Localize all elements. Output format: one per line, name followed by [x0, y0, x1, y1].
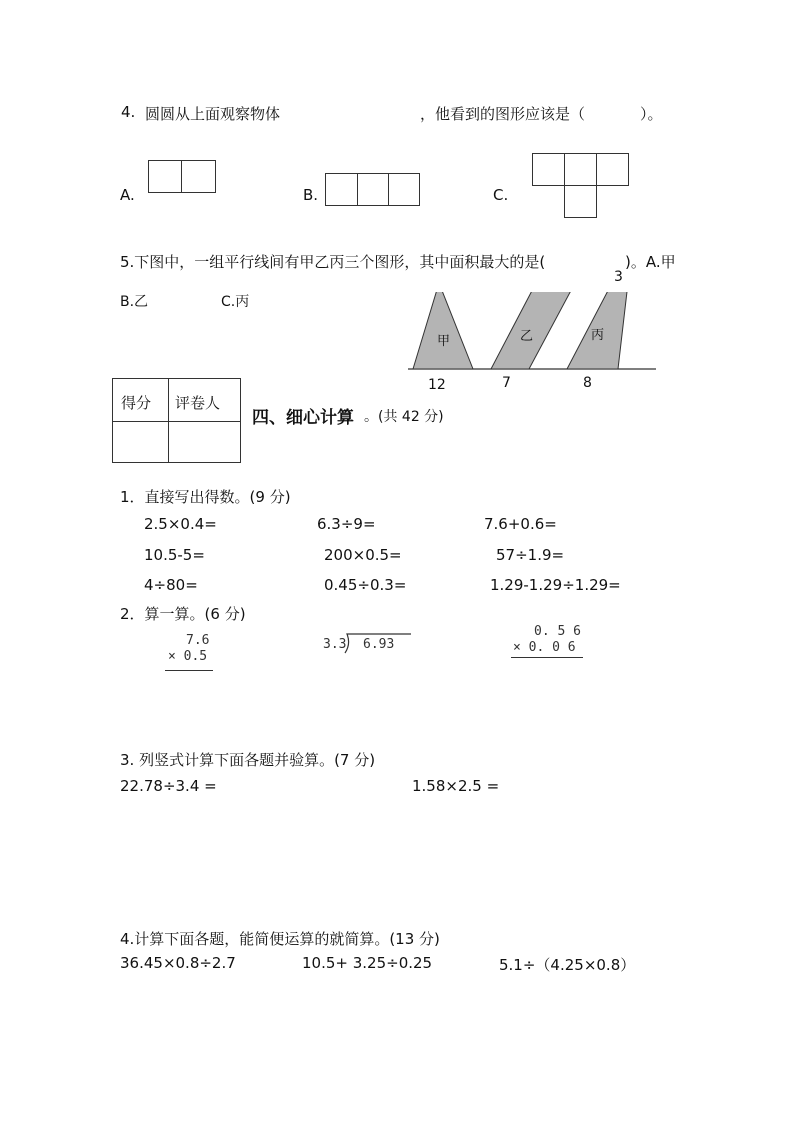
mult1-top: 7.6 [186, 633, 210, 648]
p1-item-2: 6.3÷9= [317, 515, 376, 533]
label-jia: 甲 [437, 334, 451, 349]
section-title: 四、细心计算 [252, 408, 354, 428]
p1-item-9: 1.29-1.29÷1.29= [490, 576, 621, 594]
mult2-bottom: × 0. 0 6 [513, 640, 576, 655]
p1-title: 1．直接写出得数。(9 分) [120, 488, 291, 506]
q5-text-close: )。A.甲 [625, 253, 676, 271]
section-points: 。(共 42 分) [364, 409, 444, 425]
p2-title: 2．算一算。(6 分) [120, 605, 246, 623]
mult2-top: 0. 5 6 [534, 624, 581, 639]
label-bottom-8: 8 [583, 375, 592, 391]
q4-text-after: ，他看到的图形应该是（ [420, 105, 586, 123]
p1-item-3: 7.6+0.6= [484, 515, 557, 533]
label-yi: 乙 [520, 329, 534, 344]
score-table [112, 378, 241, 463]
q4-number: 4. [121, 103, 136, 121]
p4-item-2: 10.5+ 3.25÷0.25 [302, 954, 433, 972]
p4-item-1: 36.45×0.8÷2.7 [120, 954, 236, 972]
div1-divisor: 3.3 [323, 637, 347, 652]
q5-option-b: B.乙 [120, 294, 149, 310]
p3-title: 3. 列竖式计算下面各题并验算。(7 分) [120, 751, 376, 769]
p3-item-1: 22.78÷3.4 = [120, 777, 217, 795]
p1-item-6: 57÷1.9= [496, 546, 565, 564]
label-bottom-7: 7 [502, 375, 511, 391]
q4-option-b: B. [303, 186, 319, 204]
score-label: 得分 [121, 394, 152, 412]
p3-item-2: 1.58×2.5 = [412, 777, 500, 795]
p1-item-4: 10.5-5= [144, 546, 205, 564]
p1-item-7: 4÷80= [144, 576, 198, 594]
p1-item-5: 200×0.5= [324, 546, 402, 564]
label-top-3: 3 [614, 269, 623, 285]
q4-text-before: 圆圆从上面观察物体 [145, 105, 281, 123]
p1-item-8: 0.45÷0.3= [324, 576, 407, 594]
grader-label: 评卷人 [175, 394, 221, 412]
q4-option-a: A. [120, 186, 135, 204]
div1-dividend: 6.93 [363, 637, 395, 652]
triangle-jia [413, 292, 473, 369]
p4-title: 4.计算下面各题，能简便运算的就简算。(13 分) [120, 930, 440, 948]
q5-option-c: C.丙 [221, 294, 250, 310]
q4-text-close: ）。 [640, 105, 663, 123]
label-bottom-12: 12 [428, 377, 446, 393]
p4-item-3: 5.1÷（4.25×0.8） [499, 956, 636, 974]
q4-option-c: C. [493, 186, 509, 204]
p1-item-1: 2.5×0.4= [144, 515, 217, 533]
mult1-bottom: × 0.5 [168, 649, 208, 664]
label-bing: 丙 [591, 328, 605, 343]
q5-text: 5.下图中，一组平行线间有甲乙丙三个图形，其中面积最大的是( [120, 253, 546, 271]
